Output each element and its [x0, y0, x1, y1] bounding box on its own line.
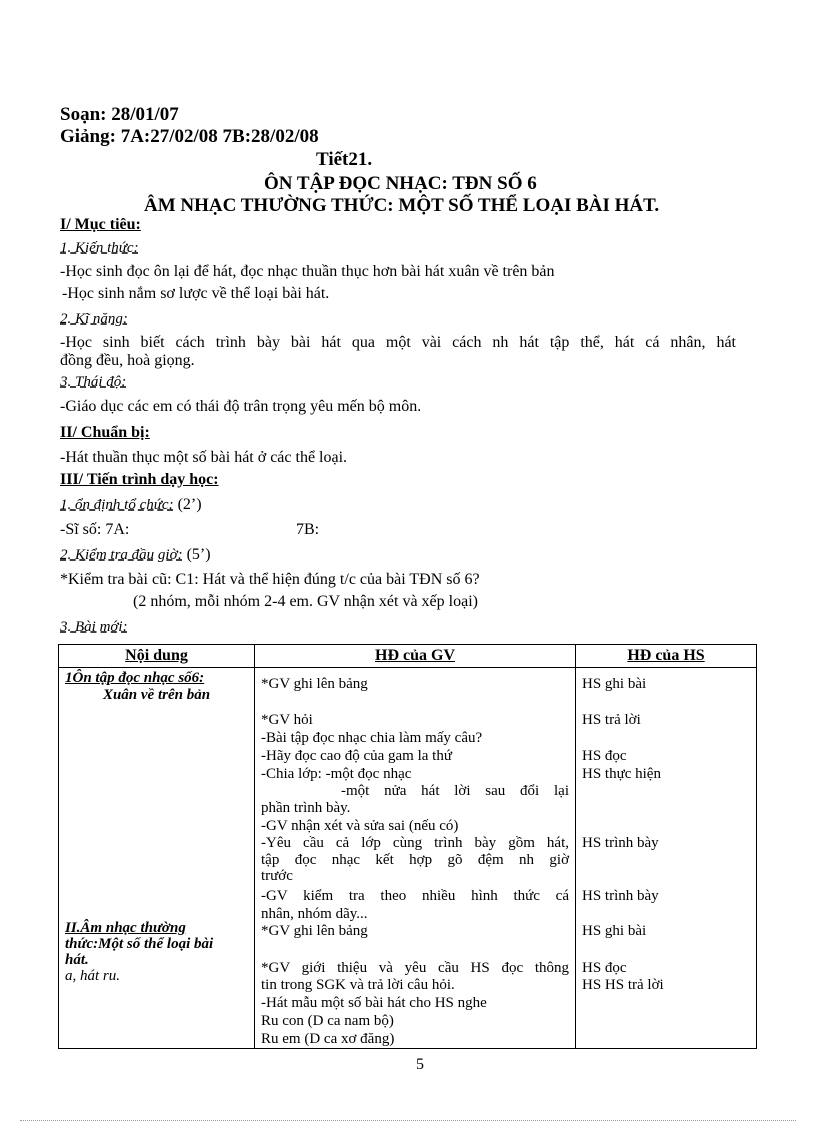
si-so-7a: -Sĩ số: 7A:: [60, 521, 130, 538]
gv-line: phần trình bày.: [261, 800, 351, 816]
chuan-bi-line-1: -Hát thuần thục một số bài hát ở các thể loại.: [60, 449, 348, 466]
lesson-title-2: ÂM NHẠC THƯỜNG THỨC: MỘT SỐ THỂ LOẠI BÀI HÁT.: [144, 195, 660, 216]
gv-line: -Yêu cầu cả lớp cùng trình bày gồm hát,: [261, 835, 569, 851]
gv-line: tập đọc nhạc kết hợp gõ đệm nh giờ: [261, 852, 569, 868]
noi-dung-cell: [59, 668, 255, 1049]
hs-line: HS đọc: [582, 960, 627, 976]
col-header-noi-dung: Nội dung: [59, 645, 255, 668]
hs-line: HS trình bày: [582, 835, 659, 851]
soan-date: Soạn: 28/01/07: [60, 104, 179, 125]
gv-line: -GV kiểm tra theo nhiều hình thức cá: [261, 888, 569, 904]
gv-line: nhân, nhóm dãy...: [261, 906, 368, 922]
noi-dung-part2-d: a, hát ru.: [65, 968, 121, 984]
subsection-on-dinh: 1. ổn định tổ chức:: [60, 497, 174, 513]
kiem-tra-time: (5’): [186, 546, 211, 563]
kien-thuc-line-2: -Học sinh nắm sơ lược về thể loại bài hát.: [62, 285, 330, 302]
hs-line: HS ghi bài: [582, 923, 647, 939]
gv-line: *GV hỏi: [261, 712, 313, 728]
hs-line: HS thực hiện: [582, 766, 661, 782]
kiem-tra-row: [60, 546, 211, 564]
page-bottom-divider: [20, 1120, 796, 1121]
hs-line: HS trả lời: [582, 712, 641, 728]
gv-line: trước: [261, 868, 293, 884]
gv-line: Ru con (D ca nam bộ): [261, 1013, 394, 1029]
on-dinh-time: (2’): [177, 496, 202, 513]
section-tien-trinh: III/ Tiến trình dạy học:: [60, 471, 219, 488]
gv-line: -GV nhận xét và sửa sai (nếu có): [261, 818, 459, 834]
subsection-kien-thuc: 1. Kiến thức:: [60, 240, 139, 256]
gv-line: -Hát mẫu một số bài hát cho HS nghe: [261, 995, 487, 1011]
subsection-ki-nang: 2. Kĩ năng:: [60, 311, 128, 327]
gv-line: Ru em (D ca xơ đăng): [261, 1031, 395, 1047]
kiem-tra-bai-cu-2: (2 nhóm, mỗi nhóm 2-4 em. GV nhận xét và xếp loại): [133, 593, 478, 610]
giang-date: Giảng: 7A:27/02/08 7B:28/02/08: [60, 126, 319, 147]
ki-nang-line-1: -Học sinh biết cách trình bày bài hát qua một vài cách nh hát tập thể, hát cá nhân, hát: [60, 334, 736, 351]
gv-line: *GV ghi lên bảng: [261, 923, 368, 939]
col-header-hd-gv: HĐ của GV: [255, 645, 576, 668]
noi-dung-part2-c: hát.: [65, 952, 89, 968]
hs-line: HS HS trả lời: [582, 977, 664, 993]
page-number: 5: [416, 1056, 424, 1073]
subsection-kiem-tra: 2. Kiểm tra đầu giờ:: [60, 547, 183, 563]
hs-line: HS trình bày: [582, 888, 659, 904]
hd-hs-cell: [576, 668, 757, 1049]
gv-line: *GV giới thiệu và yêu cầu HS đọc thông: [261, 960, 569, 976]
kien-thuc-line-1: -Học sinh đọc ôn lại để hát, đọc nhạc thuần thục hơn bài hát xuân về trên bản: [60, 263, 555, 280]
subsection-bai-moi: 3. Bài mới:: [60, 619, 128, 635]
si-so-7b: 7B:: [296, 521, 320, 538]
section-chuan-bi: II/ Chuẩn bị:: [60, 424, 150, 441]
noi-dung-part2-a: II.Âm nhạc thường: [65, 920, 186, 936]
lesson-plan-table: [58, 644, 757, 1049]
ki-nang-line-2: đồng đều, hoà giọng.: [60, 352, 195, 369]
noi-dung-part1-a: 1Ôn tập đọc nhạc số6:: [65, 670, 205, 686]
noi-dung-part1-b: Xuân về trên bản: [102, 687, 211, 703]
hs-line: HS đọc: [582, 748, 627, 764]
gv-line: tin trong SGK và trả lời câu hỏi.: [261, 977, 455, 993]
thai-do-line-1: -Giáo dục các em có thái độ trân trọng yêu mến bộ môn.: [60, 398, 422, 415]
lesson-title-1: ÔN TẬP ĐỌC NHẠC: TĐN SỐ 6: [264, 173, 537, 194]
gv-line: -Bài tập đọc nhạc chia làm mấy câu?: [261, 730, 483, 746]
gv-line: *GV ghi lên bảng: [261, 676, 368, 692]
tiet-number: Tiết21.: [316, 149, 373, 170]
gv-line: -Hãy đọc cao độ của gam la thứ: [261, 748, 452, 764]
on-dinh-row: [60, 496, 202, 514]
section-muc-tieu: I/ Mục tiêu:: [60, 216, 141, 233]
gv-line: -một nửa hát lời sau đổi lại: [341, 783, 569, 799]
kiem-tra-bai-cu: *Kiểm tra bài cũ: C1: Hát và thể hiện đúng t/c của bài TĐN số 6?: [60, 571, 480, 588]
col-header-hd-hs: HĐ của HS: [576, 645, 757, 668]
hd-gv-cell: [255, 668, 576, 1049]
noi-dung-part2-b: thức:Một số thể loại bài: [65, 936, 214, 952]
subsection-thai-do: 3. Thái độ:: [60, 374, 127, 390]
hs-line: HS ghi bài: [582, 676, 647, 692]
gv-line: -Chia lớp: -một đọc nhạc: [261, 766, 412, 782]
